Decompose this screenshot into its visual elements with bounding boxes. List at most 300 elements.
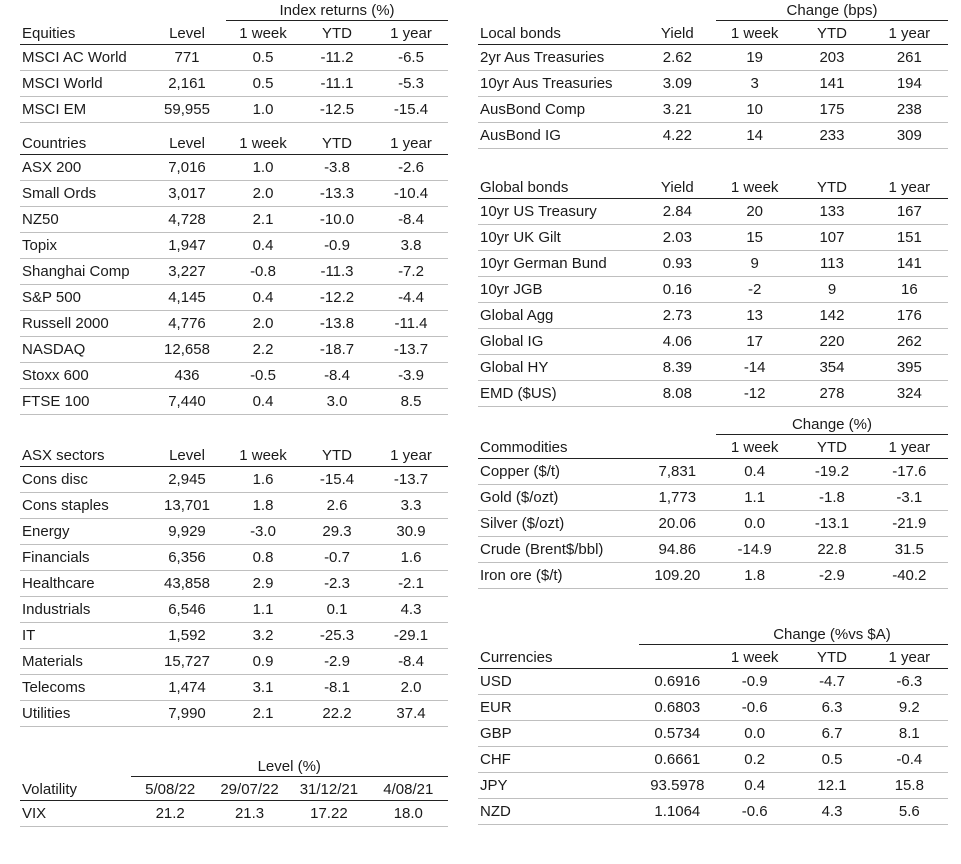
row-label: AusBond IG: [478, 122, 639, 148]
cell-value: 3: [716, 70, 793, 96]
cell-value: -13.7: [374, 466, 448, 492]
cell-value: -12.2: [300, 284, 374, 310]
cell-value: -2.1: [374, 570, 448, 596]
cell-value: 175: [793, 96, 870, 122]
row-label: 10yr German Bund: [478, 250, 639, 276]
table-row: [20, 492, 448, 518]
column-header: 31/12/21: [289, 776, 368, 800]
cell-value: 262: [871, 328, 948, 354]
cell-value: 436: [148, 362, 226, 388]
column-header: YTD: [793, 644, 870, 668]
asx-sectors-header-row: [20, 442, 448, 466]
table-row: [20, 622, 448, 648]
cell-value: 141: [871, 250, 948, 276]
currencies-header-row: [478, 644, 948, 668]
table-row: [478, 510, 948, 536]
cell-value: 18.0: [369, 800, 448, 826]
cell-value: -12: [716, 380, 793, 406]
cell-value: -2.9: [793, 562, 870, 588]
cell-value: 30.9: [374, 518, 448, 544]
cell-value: -0.9: [716, 668, 793, 694]
cell-value: -0.7: [300, 544, 374, 570]
cell-value: -18.7: [300, 336, 374, 362]
column-header: 1 week: [716, 644, 793, 668]
cell-value: 2.03: [639, 224, 716, 250]
cell-value: 37.4: [374, 700, 448, 726]
cell-value: -17.6: [871, 458, 948, 484]
local-bonds-header-row: [478, 20, 948, 44]
equities-panel: [20, 0, 448, 123]
column-header: 1 year: [374, 20, 448, 44]
table-row: [478, 328, 948, 354]
cell-value: 9: [716, 250, 793, 276]
row-label: NASDAQ: [20, 336, 148, 362]
cell-value: 0.4: [716, 772, 793, 798]
cell-value: 3.8: [374, 232, 448, 258]
cell-value: -11.4: [374, 310, 448, 336]
cell-value: 278: [793, 380, 870, 406]
cell-value: 2.9: [226, 570, 300, 596]
row-label: CHF: [478, 746, 639, 772]
table-row: [478, 122, 948, 148]
cell-value: -3.1: [871, 484, 948, 510]
row-label: MSCI EM: [20, 96, 148, 122]
cell-value: -10.4: [374, 180, 448, 206]
cell-value: -11.1: [300, 70, 374, 96]
table-row: [20, 596, 448, 622]
cell-value: -8.4: [374, 206, 448, 232]
row-label: AusBond Comp: [478, 96, 639, 122]
cell-value: 20: [716, 198, 793, 224]
table-row: [20, 336, 448, 362]
table-row: [20, 518, 448, 544]
cell-value: 43,858: [148, 570, 226, 596]
row-label: FTSE 100: [20, 388, 148, 414]
table-row: [478, 694, 948, 720]
cell-value: 2.73: [639, 302, 716, 328]
table-row: [20, 570, 448, 596]
column-header: 1 year: [374, 130, 448, 154]
cell-value: -14.9: [716, 536, 793, 562]
cell-value: -15.4: [300, 466, 374, 492]
equities-header-row: [20, 20, 448, 44]
cell-value: 324: [871, 380, 948, 406]
cell-value: 2.6: [300, 492, 374, 518]
cell-value: 13: [716, 302, 793, 328]
table-row: [20, 206, 448, 232]
cell-value: 309: [871, 122, 948, 148]
cell-value: 9.2: [871, 694, 948, 720]
global-bonds-panel: [478, 174, 948, 407]
row-label: Financials: [20, 544, 148, 570]
table-row: [478, 276, 948, 302]
cell-value: 0.4: [226, 284, 300, 310]
column-header: Level: [148, 20, 226, 44]
table-row: [20, 648, 448, 674]
cell-value: -12.5: [300, 96, 374, 122]
cell-value: 2.1: [226, 700, 300, 726]
cell-value: 7,831: [639, 458, 716, 484]
row-label: Global HY: [478, 354, 639, 380]
table-row: [20, 544, 448, 570]
cell-value: 1.1064: [639, 798, 716, 824]
cell-value: 2.0: [226, 180, 300, 206]
cell-value: 8.5: [374, 388, 448, 414]
cell-value: 142: [793, 302, 870, 328]
table-row: [478, 198, 948, 224]
cell-value: 1.8: [716, 562, 793, 588]
section-title: Local bonds: [478, 20, 639, 44]
cell-value: 151: [871, 224, 948, 250]
cell-value: 1.6: [226, 466, 300, 492]
cell-value: 93.5978: [639, 772, 716, 798]
cell-value: 94.86: [639, 536, 716, 562]
table-row: [478, 44, 948, 70]
table-row: [478, 746, 948, 772]
cell-value: 109.20: [639, 562, 716, 588]
column-header: 1 week: [226, 130, 300, 154]
row-label: Crude (Brent$/bbl): [478, 536, 639, 562]
cell-value: 8.39: [639, 354, 716, 380]
cell-value: -3.9: [374, 362, 448, 388]
cell-value: 233: [793, 122, 870, 148]
table-row: [478, 354, 948, 380]
row-label: Cons disc: [20, 466, 148, 492]
cell-value: 6,546: [148, 596, 226, 622]
cell-value: 0.4: [716, 458, 793, 484]
cell-value: 1.8: [226, 492, 300, 518]
cell-value: 194: [871, 70, 948, 96]
cell-value: -21.9: [871, 510, 948, 536]
cell-value: 12,658: [148, 336, 226, 362]
section-title: Equities: [20, 20, 148, 44]
cell-value: 203: [793, 44, 870, 70]
cell-value: 4.3: [374, 596, 448, 622]
cell-value: 17: [716, 328, 793, 354]
cell-value: 261: [871, 44, 948, 70]
table-row: [478, 302, 948, 328]
cell-value: 141: [793, 70, 870, 96]
row-label: IT: [20, 622, 148, 648]
column-header: 1 year: [871, 644, 948, 668]
column-header: 1 year: [871, 434, 948, 458]
currencies-group-header: Change (%vs $A): [716, 624, 948, 644]
cell-value: -2.3: [300, 570, 374, 596]
cell-value: 1.6: [374, 544, 448, 570]
row-label: 10yr UK Gilt: [478, 224, 639, 250]
cell-value: -13.7: [374, 336, 448, 362]
cell-value: -25.3: [300, 622, 374, 648]
countries-header-row: [20, 130, 448, 154]
column-header: 1 week: [226, 442, 300, 466]
cell-value: -15.4: [374, 96, 448, 122]
cell-value: 4.3: [793, 798, 870, 824]
cell-value: 0.4: [226, 388, 300, 414]
cell-value: 7,990: [148, 700, 226, 726]
cell-value: 1.0: [226, 154, 300, 180]
row-label: Topix: [20, 232, 148, 258]
cell-value: 59,955: [148, 96, 226, 122]
section-title: Commodities: [478, 434, 639, 458]
cell-value: 0.5: [226, 70, 300, 96]
cell-value: 0.1: [300, 596, 374, 622]
column-header: [639, 644, 716, 668]
row-label: 2yr Aus Treasuries: [478, 44, 639, 70]
column-header: Level: [148, 130, 226, 154]
row-label: Iron ore ($/t): [478, 562, 639, 588]
row-label: Russell 2000: [20, 310, 148, 336]
table-row: [20, 674, 448, 700]
row-label: Silver ($/ozt): [478, 510, 639, 536]
cell-value: -13.3: [300, 180, 374, 206]
table-row: [478, 720, 948, 746]
row-label: GBP: [478, 720, 639, 746]
section-title: ASX sectors: [20, 442, 148, 466]
asx-sectors-table: [20, 442, 448, 727]
cell-value: 2.1: [226, 206, 300, 232]
cell-value: 3,017: [148, 180, 226, 206]
row-label: MSCI World: [20, 70, 148, 96]
cell-value: 14: [716, 122, 793, 148]
cell-value: 167: [871, 198, 948, 224]
cell-value: 0.0: [716, 720, 793, 746]
table-row: [20, 310, 448, 336]
cell-value: 8.1: [871, 720, 948, 746]
cell-value: 0.6916: [639, 668, 716, 694]
global-bonds-table: [478, 174, 948, 407]
row-label: EUR: [478, 694, 639, 720]
cell-value: 176: [871, 302, 948, 328]
cell-value: -13.1: [793, 510, 870, 536]
cell-value: 2,945: [148, 466, 226, 492]
cell-value: 20.06: [639, 510, 716, 536]
cell-value: 10: [716, 96, 793, 122]
cell-value: -14: [716, 354, 793, 380]
cell-value: -3.8: [300, 154, 374, 180]
cell-value: -6.5: [374, 44, 448, 70]
volatility-table: [20, 756, 448, 827]
cell-value: 107: [793, 224, 870, 250]
cell-value: 9,929: [148, 518, 226, 544]
cell-value: 2.0: [226, 310, 300, 336]
column-header: YTD: [793, 174, 870, 198]
table-row: [478, 70, 948, 96]
cell-value: 4,728: [148, 206, 226, 232]
cell-value: -8.1: [300, 674, 374, 700]
cell-value: -3.0: [226, 518, 300, 544]
cell-value: 15.8: [871, 772, 948, 798]
cell-value: 6.3: [793, 694, 870, 720]
section-title: Currencies: [478, 644, 639, 668]
cell-value: 0.6803: [639, 694, 716, 720]
cell-value: -4.7: [793, 668, 870, 694]
table-row: [20, 154, 448, 180]
cell-value: -1.8: [793, 484, 870, 510]
row-label: ASX 200: [20, 154, 148, 180]
cell-value: -0.6: [716, 798, 793, 824]
column-header: 1 week: [226, 20, 300, 44]
cell-value: 771: [148, 44, 226, 70]
table-row: [478, 798, 948, 824]
cell-value: 31.5: [871, 536, 948, 562]
cell-value: 16: [871, 276, 948, 302]
cell-value: -8.4: [300, 362, 374, 388]
table-row: [20, 96, 448, 122]
cell-value: 2.84: [639, 198, 716, 224]
cell-value: 4.22: [639, 122, 716, 148]
row-label: Shanghai Comp: [20, 258, 148, 284]
cell-value: 0.0: [716, 510, 793, 536]
row-label: VIX: [20, 800, 131, 826]
row-label: USD: [478, 668, 639, 694]
cell-value: 133: [793, 198, 870, 224]
cell-value: 0.5: [226, 44, 300, 70]
cell-value: 19: [716, 44, 793, 70]
table-row: [478, 380, 948, 406]
column-header: 5/08/22: [131, 776, 210, 800]
cell-value: 395: [871, 354, 948, 380]
cell-value: 9: [793, 276, 870, 302]
row-label: Stoxx 600: [20, 362, 148, 388]
column-header: 1 year: [871, 20, 948, 44]
row-label: 10yr Aus Treasuries: [478, 70, 639, 96]
section-title: Countries: [20, 130, 148, 154]
column-header: 1 week: [716, 20, 793, 44]
cell-value: -7.2: [374, 258, 448, 284]
table-row: [478, 224, 948, 250]
volatility-header-row: [20, 776, 448, 800]
local-bonds-group-header: Change (bps): [716, 0, 948, 20]
table-row: [20, 800, 448, 826]
cell-value: 2.62: [639, 44, 716, 70]
cell-value: -0.6: [716, 694, 793, 720]
table-row: [478, 484, 948, 510]
cell-value: 4,776: [148, 310, 226, 336]
table-row: [478, 96, 948, 122]
cell-value: 7,016: [148, 154, 226, 180]
cell-value: -5.3: [374, 70, 448, 96]
cell-value: 220: [793, 328, 870, 354]
cell-value: 3.2: [226, 622, 300, 648]
cell-value: 21.2: [131, 800, 210, 826]
cell-value: 6.7: [793, 720, 870, 746]
cell-value: -6.3: [871, 668, 948, 694]
commodities-group-header: Change (%): [716, 414, 948, 434]
cell-value: 0.5734: [639, 720, 716, 746]
row-label: Cons staples: [20, 492, 148, 518]
cell-value: 8.08: [639, 380, 716, 406]
cell-value: 22.8: [793, 536, 870, 562]
column-header: YTD: [793, 20, 870, 44]
section-title: Volatility: [20, 776, 131, 800]
local-bonds-panel: [478, 0, 948, 149]
cell-value: 17.22: [289, 800, 368, 826]
cell-value: 3.0: [300, 388, 374, 414]
cell-value: 6,356: [148, 544, 226, 570]
column-header: [639, 434, 716, 458]
cell-value: -8.4: [374, 648, 448, 674]
column-header: 1 week: [716, 434, 793, 458]
cell-value: 0.8: [226, 544, 300, 570]
table-row: [478, 668, 948, 694]
row-label: Telecoms: [20, 674, 148, 700]
cell-value: -11.3: [300, 258, 374, 284]
cell-value: 2.2: [226, 336, 300, 362]
cell-value: 238: [871, 96, 948, 122]
cell-value: 1,947: [148, 232, 226, 258]
column-header: 1 week: [716, 174, 793, 198]
row-label: Global Agg: [478, 302, 639, 328]
cell-value: 1.1: [716, 484, 793, 510]
cell-value: -29.1: [374, 622, 448, 648]
column-header: 4/08/21: [369, 776, 448, 800]
countries-panel: [20, 130, 448, 415]
cell-value: -19.2: [793, 458, 870, 484]
cell-value: 15: [716, 224, 793, 250]
table-row: [478, 536, 948, 562]
row-label: MSCI AC World: [20, 44, 148, 70]
cell-value: -2.9: [300, 648, 374, 674]
cell-value: 0.6661: [639, 746, 716, 772]
cell-value: 1,592: [148, 622, 226, 648]
table-row: [20, 700, 448, 726]
cell-value: -4.4: [374, 284, 448, 310]
column-header: 1 year: [374, 442, 448, 466]
cell-value: 1.1: [226, 596, 300, 622]
volatility-group-header: Level (%): [131, 756, 449, 776]
cell-value: -13.8: [300, 310, 374, 336]
row-label: EMD ($US): [478, 380, 639, 406]
row-label: 10yr JGB: [478, 276, 639, 302]
cell-value: 1,773: [639, 484, 716, 510]
column-header: 29/07/22: [210, 776, 289, 800]
cell-value: 0.9: [226, 648, 300, 674]
currencies-table: [478, 624, 948, 825]
row-label: Utilities: [20, 700, 148, 726]
table-row: [20, 232, 448, 258]
column-header: YTD: [300, 20, 374, 44]
table-row: [20, 466, 448, 492]
cell-value: 5.6: [871, 798, 948, 824]
row-label: Global IG: [478, 328, 639, 354]
asx-sectors-panel: [20, 442, 448, 727]
cell-value: 3.3: [374, 492, 448, 518]
row-label: NZ50: [20, 206, 148, 232]
cell-value: 2.0: [374, 674, 448, 700]
cell-value: 3.21: [639, 96, 716, 122]
column-header: 1 year: [871, 174, 948, 198]
cell-value: 29.3: [300, 518, 374, 544]
cell-value: 0.2: [716, 746, 793, 772]
cell-value: 1,474: [148, 674, 226, 700]
column-header: YTD: [300, 130, 374, 154]
currencies-panel: [478, 624, 948, 825]
cell-value: -0.9: [300, 232, 374, 258]
table-row: [478, 250, 948, 276]
cell-value: 4.06: [639, 328, 716, 354]
column-header: Yield: [639, 174, 716, 198]
table-row: [478, 562, 948, 588]
table-row: [478, 772, 948, 798]
column-header: Yield: [639, 20, 716, 44]
row-label: Healthcare: [20, 570, 148, 596]
column-header: Level: [148, 442, 226, 466]
cell-value: 0.93: [639, 250, 716, 276]
row-label: Energy: [20, 518, 148, 544]
cell-value: 0.4: [226, 232, 300, 258]
table-row: [20, 44, 448, 70]
row-label: 10yr US Treasury: [478, 198, 639, 224]
